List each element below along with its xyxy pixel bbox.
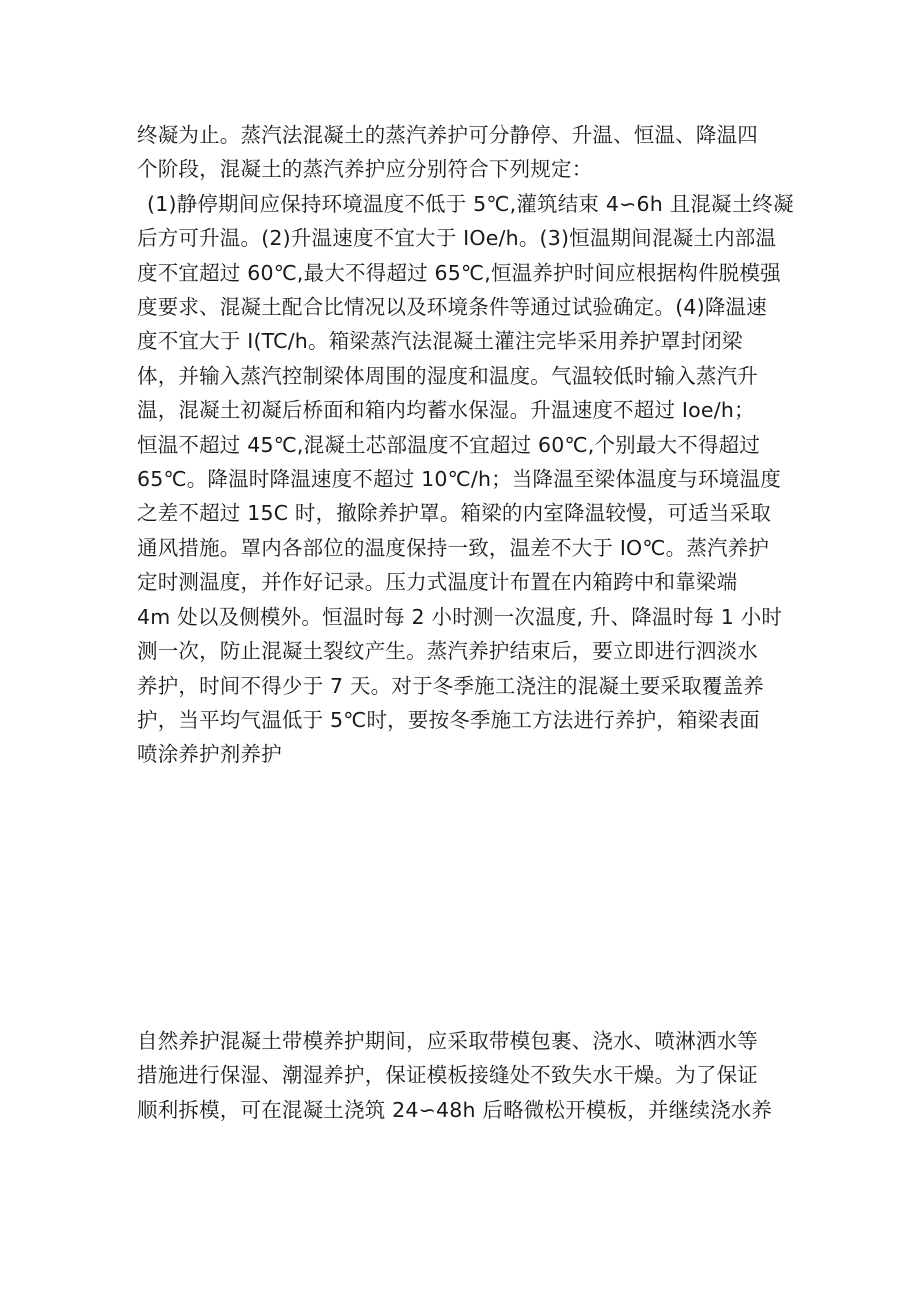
text-line: 温，混凝土初凝后桥面和箱内均蓄水保湿。升温速度不超过 Ioe/h；: [137, 398, 755, 423]
text-line: 终凝为止。蒸汽法混凝土的蒸汽养护可分静停、升温、恒温、降温四: [137, 123, 758, 147]
text-line: 度要求、混凝土配合比情况以及环境条件等通过试验确定。(4)降温速: [137, 295, 767, 320]
text-line: 定时测温度，并作好记录。压力式温度计布置在内箱跨中和靠梁端: [137, 570, 738, 595]
text-line: 恒温不超过 45℃,混凝土芯部温度不宜超过 60℃,个别最大不得超过: [137, 432, 761, 457]
text-line: 体，并输入蒸汽控制梁体周围的湿度和温度。气温较低时输入蒸汽升: [137, 363, 758, 388]
text-line: 65℃。降温时降温速度不超过 10℃/h；当降温至梁体温度与环境温度: [137, 467, 781, 492]
text-line: 之差不超过 15C 时，撤除养护罩。箱梁的内室降温较慢，可适当采取: [137, 501, 772, 526]
text-line: 通风措施。罩内各部位的温度保持一致，温差不大于 IO℃。蒸汽养护: [137, 535, 770, 560]
text-line: 个阶段，混凝土的蒸汽养护应分别符合下列规定：: [137, 157, 593, 182]
text-line: 4m 处以及侧模外。恒温时每 2 小时测一次温度, 升、降温时每 1 小时: [137, 604, 783, 629]
steam-curing-paragraph: [137, 118, 797, 772]
text-line: 喷涂养护剂养护: [137, 742, 282, 767]
text-line: 养护，时间不得少于 7 天。对于冬季施工浇注的混凝土要采取覆盖养: [137, 673, 764, 698]
text-line: 后方可升温。(2)升温速度不宜大于 IOe/h。(3)恒温期间混凝土内部温: [137, 226, 777, 251]
text-line: 测一次，防止混凝土裂纹产生。蒸汽养护结束后，要立即进行泗淡水: [137, 639, 758, 664]
text-line: (1)静停期间应保持环境温度不低于 5℃,灌筑结束 4∽6h 且混凝土终凝: [147, 191, 794, 216]
text-line: 顺利拆模，可在混凝土浇筑 24∽48h 后略微松开模板，并继续浇水养: [137, 1097, 773, 1122]
text-line: 度不宜超过 60℃,最大不得超过 65℃,恒温养护时间应根据构件脱模强: [137, 260, 781, 285]
text-line: 措施进行保湿、潮湿养护，保证模板接缝处不致失水干燥。为了保证: [137, 1063, 758, 1088]
text-line: 度不宜大于 I(TC/h。箱梁蒸汽法混凝土灌注完毕采用养护罩封闭梁: [137, 329, 743, 354]
text-line: 护，当平均气温低于 5℃时，要按冬季施工方法进行养护，箱梁表面: [137, 707, 760, 732]
text-line: 自然养护混凝土带模养护期间，应采取带模包裹、浇水、喷淋洒水等: [137, 1029, 758, 1053]
natural-curing-paragraph: [137, 1024, 797, 1127]
